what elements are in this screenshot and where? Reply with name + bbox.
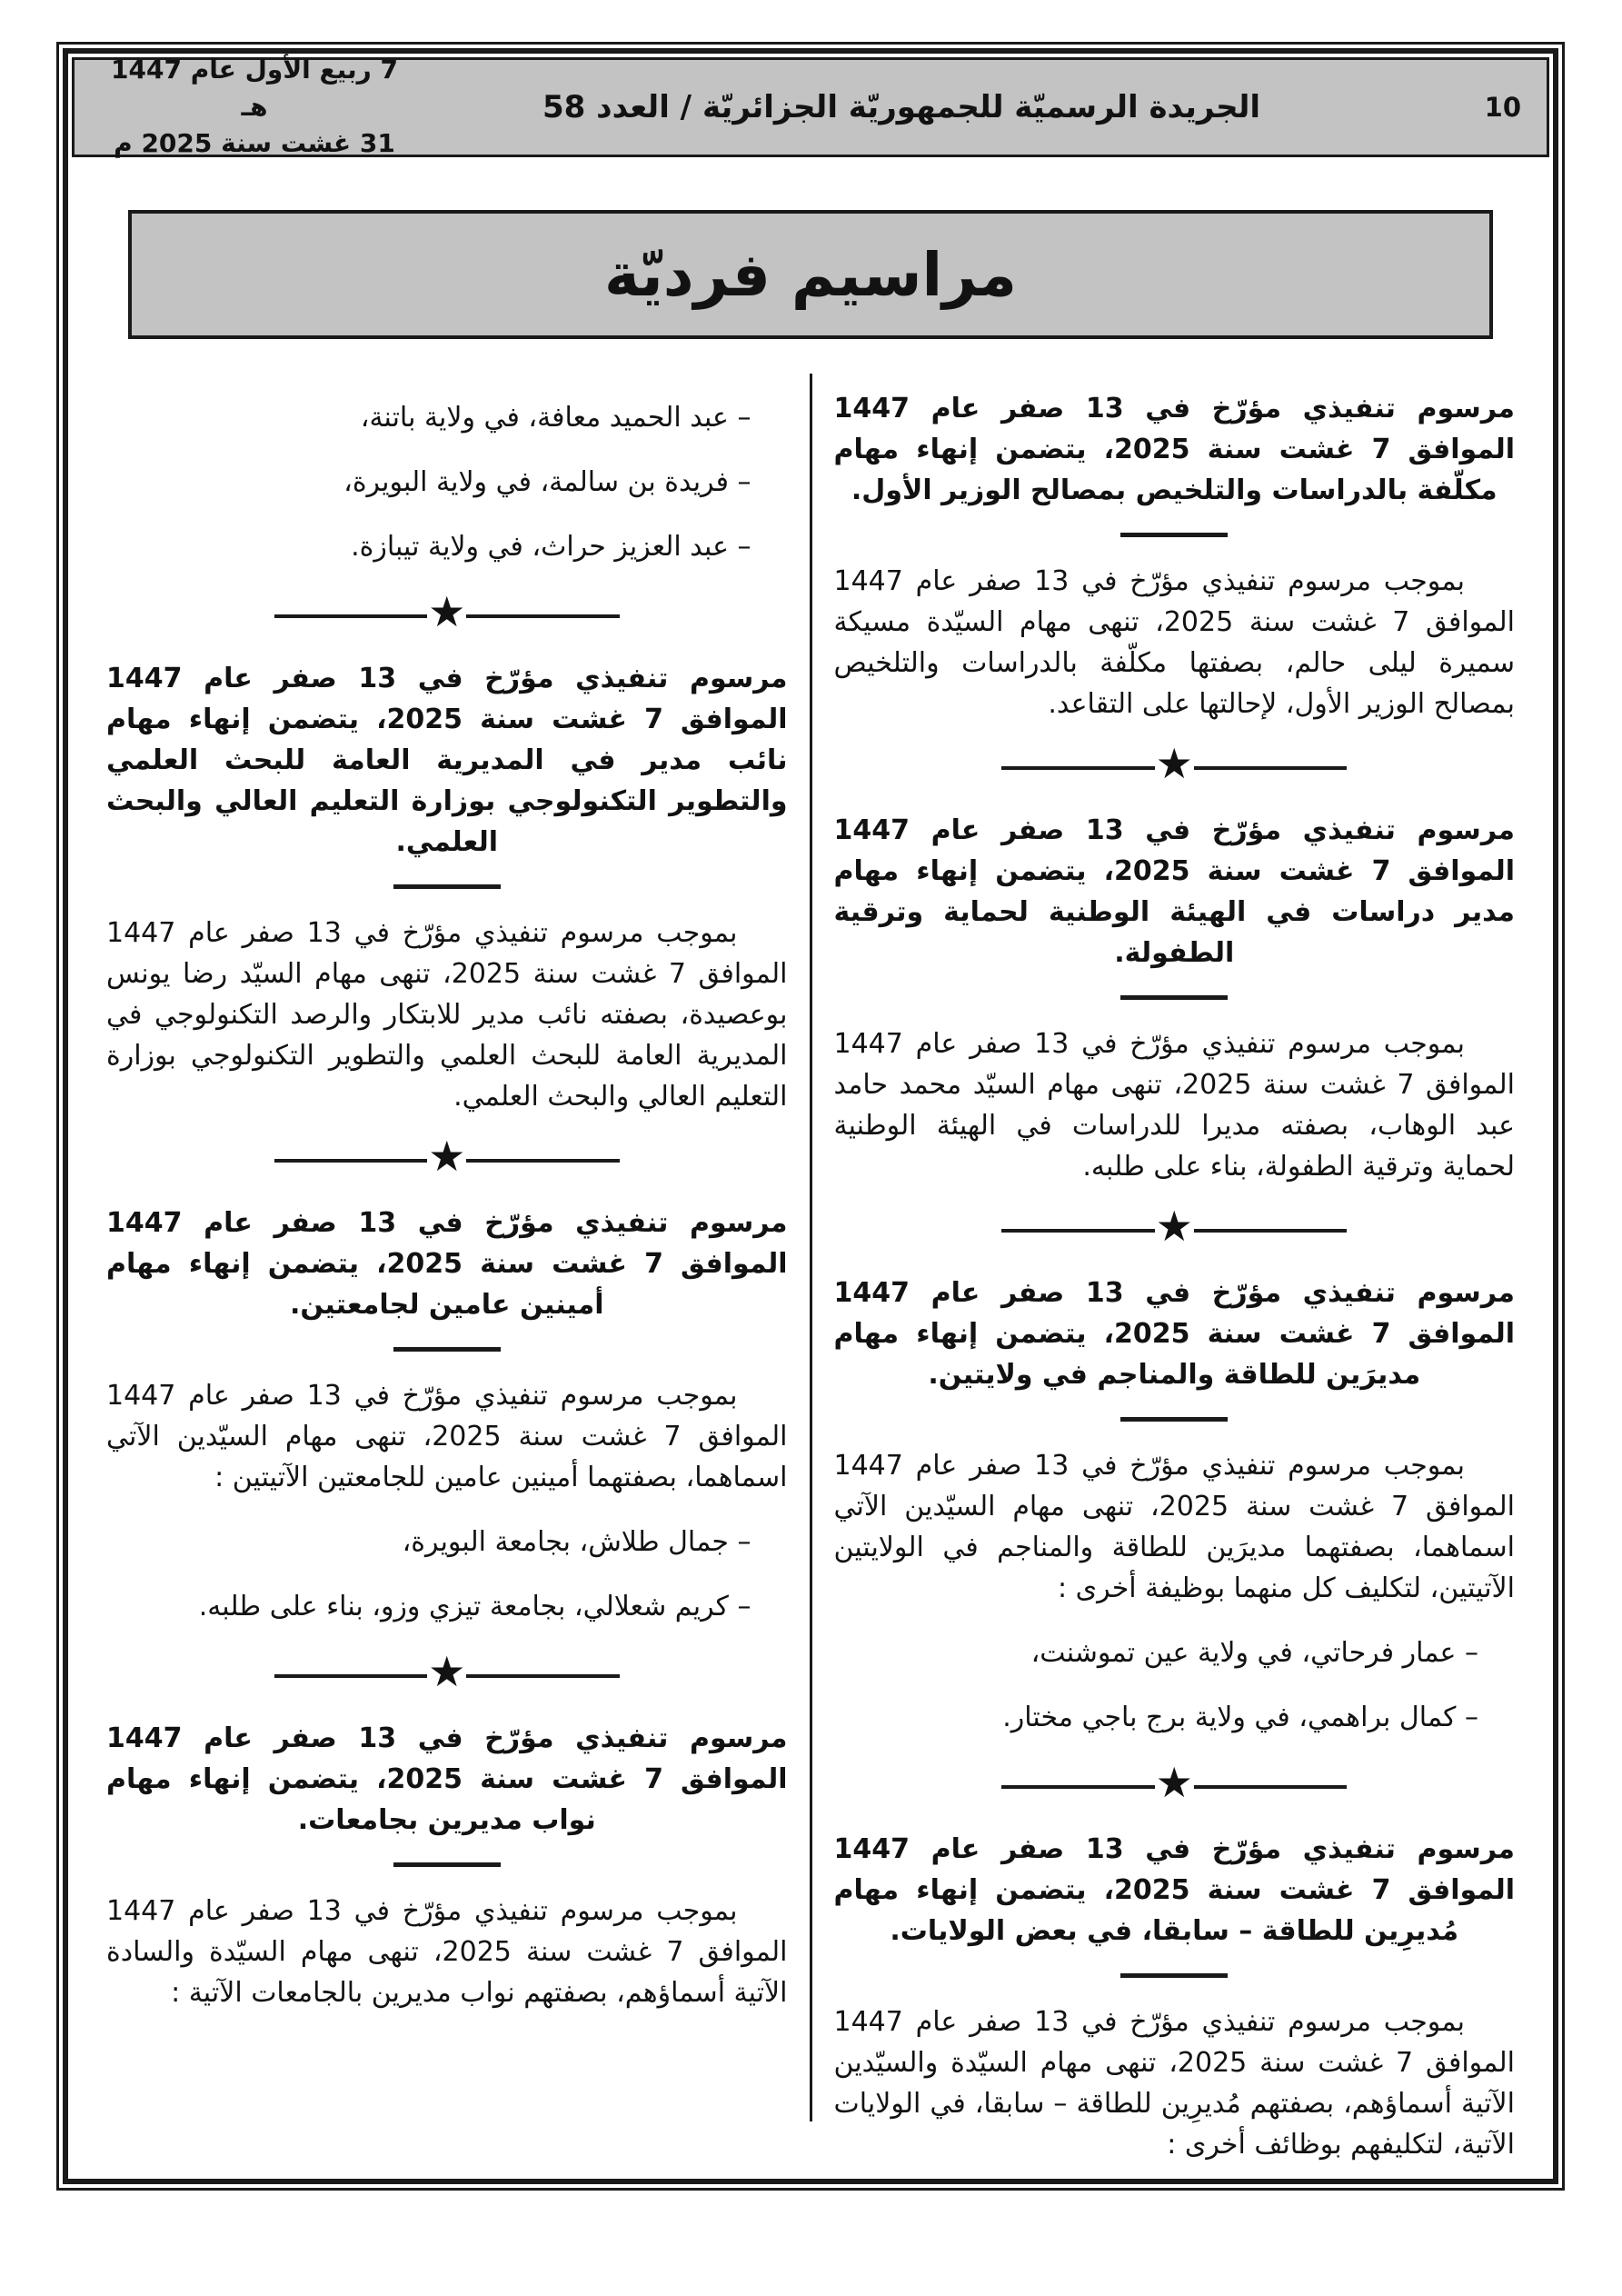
- title-body-divider: [393, 1862, 501, 1867]
- decree-body: بموجب مرسوم تنفيذي مؤرّخ في 13 صفر عام 1447 الموافق 7 غشت سنة 2025، تنهى مهام السيّد محمد حامد عبد الوهاب، بصفته مديرا للدراسات في الهيئة الوطنية لحماية وترقية الطفولة، بناء على طلبه.: [833, 1028, 1516, 1183]
- decree-body: بموجب مرسوم تنفيذي مؤرّخ في 13 صفر عام 1447 الموافق 7 غشت سنة 2025، تنهى مهام السيّدين الآتي اسماهما، بصفتهما أمينين عامين للجامعتين الآتيتين :: [106, 1380, 788, 1493]
- star-separator-icon: ★: [1155, 739, 1193, 788]
- star-separator: [1001, 1758, 1347, 1812]
- title-body-divider: [393, 1347, 501, 1352]
- list-item: – عبد العزيز حراث، في ولاية تيبازة.: [351, 531, 751, 563]
- decree-title: مرسوم تنفيذي مؤرّخ في 13 صفر عام 1447 الموافق 7 غشت سنة 2025، يتضمن إنهاء مهام مكلّفة بالدراسات والتلخيص بمصالح الوزير الأول.: [833, 393, 1515, 506]
- separator-line: [466, 614, 619, 618]
- title-body-divider: [1120, 995, 1228, 1000]
- decree-title: مرسوم تنفيذي مؤرّخ في 13 صفر عام 1447 الموافق 7 غشت سنة 2025، يتضمن إنهاء مهام مدير دراسات في الهيئة الوطنية لحماية وترقية الطفولة.: [833, 814, 1515, 969]
- issue-date: [100, 52, 409, 163]
- journal-title: الجريدة الرسميّة للجمهوريّة الجزائريّة / العدد 58: [542, 89, 1260, 125]
- decree-title: مرسوم تنفيذي مؤرّخ في 13 صفر عام 1447 الموافق 7 غشت سنة 2025، يتضمن إنهاء مهام نواب مديرين بجامعات.: [106, 1722, 788, 1836]
- title-body-divider: [1120, 1417, 1228, 1422]
- page-number: 10: [1484, 92, 1521, 123]
- column-right: [812, 374, 1537, 2165]
- separator-line: [274, 614, 427, 618]
- list-item: – كمال براهمي، في ولاية برج باجي مختار.: [1002, 1702, 1478, 1733]
- separator-line: [1001, 1785, 1154, 1789]
- decree-title: مرسوم تنفيذي مؤرّخ في 13 صفر عام 1447 الموافق 7 غشت سنة 2025، يتضمن إنهاء مهام مديرَين للطاقة والمناجم في ولايتين.: [833, 1277, 1515, 1391]
- decree-body: بموجب مرسوم تنفيذي مؤرّخ في 13 صفر عام 1447 الموافق 7 غشت سنة 2025، تنهى مهام السيّدة مسيكة سميرة ليلى حالم، بصفتها مكلّفة بالدراسات والتلخيص بمصالح الوزير الأول، لإحالتها على التقاعد.: [833, 565, 1515, 720]
- decree-body: بموجب مرسوم تنفيذي مؤرّخ في 13 صفر عام 1447 الموافق 7 غشت سنة 2025، تنهى مهام السيّدة والسادة الآتية أسماؤهم، بصفتهم نواب مديرين بالجامعات الآتية :: [106, 1895, 788, 2009]
- list-item: – جمال طلاش، بجامعة البويرة،: [402, 1526, 751, 1558]
- separator-line: [1194, 766, 1347, 770]
- list-item: – فريدة بن سالمة، في ولاية البويرة،: [343, 466, 751, 498]
- page-header: [72, 57, 1549, 157]
- star-separator: [274, 1132, 620, 1186]
- star-separator-icon: ★: [428, 1132, 466, 1181]
- title-body-divider: [1120, 533, 1228, 537]
- star-separator: [1001, 739, 1347, 794]
- separator-line: [1194, 1229, 1347, 1233]
- star-separator-icon: ★: [428, 1647, 466, 1696]
- section-title-box: [128, 210, 1493, 339]
- title-body-divider: [1120, 1973, 1228, 1978]
- column-left: [85, 374, 810, 2165]
- section-title: مراسيم فرديّة: [603, 239, 1018, 310]
- list-item: – عبد الحميد معافة، في ولاية باتنة،: [360, 402, 751, 434]
- decree-title: مرسوم تنفيذي مؤرّخ في 13 صفر عام 1447 الموافق 7 غشت سنة 2025، يتضمن إنهاء مهام نائب مدير في المديرية العامة للبحث العلمي والتطوير التكنولوجي بوزارة التعليم العالي والبحث العلمي.: [106, 663, 788, 858]
- separator-line: [1194, 1785, 1347, 1789]
- separator-line: [274, 1674, 427, 1678]
- column-divider: [810, 374, 812, 2121]
- title-body-divider: [393, 884, 501, 889]
- star-separator: [274, 587, 620, 642]
- decree-body: بموجب مرسوم تنفيذي مؤرّخ في 13 صفر عام 1447 الموافق 7 غشت سنة 2025، تنهى مهام السيّد رضا يونس بوعصيدة، بصفته نائب مدير للابتكار والرصد التكنولوجي في المديرية العامة للبحث العلمي والتطوير التكنولوجي بوزارة التعليم العالي والبحث العلمي.: [106, 917, 788, 1113]
- page-frame-inner: [63, 48, 1558, 2184]
- issue-date-hijri: 7 ربيع الأول عام 1447 هـ: [111, 55, 398, 122]
- star-separator-icon: ★: [1155, 1758, 1193, 1807]
- separator-line: [466, 1159, 619, 1163]
- decree-title: مرسوم تنفيذي مؤرّخ في 13 صفر عام 1447 الموافق 7 غشت سنة 2025، يتضمن إنهاء مهام أمينين عامين لجامعتين.: [106, 1207, 788, 1321]
- list-item: – كريم شعلالي، بجامعة تيزي وزو، بناء على طلبه.: [198, 1591, 751, 1622]
- decree-title: مرسوم تنفيذي مؤرّخ في 13 صفر عام 1447 الموافق 7 غشت سنة 2025، يتضمن إنهاء مهام مُديرِين للطاقة – سابقا، في بعض الولايات.: [833, 1833, 1515, 1947]
- decree-body: بموجب مرسوم تنفيذي مؤرّخ في 13 صفر عام 1447 الموافق 7 غشت سنة 2025، تنهى مهام السيّدة والسيّدين الآتية أسماؤهم، بصفتهم مُديرِين للطاقة – سابقا، في الولايات الآتية، لتكليفهم بوظائف أخرى :: [833, 2006, 1515, 2161]
- columns-container: [85, 374, 1537, 2165]
- list-item: – عمار فرحاتي، في ولاية عين تموشنت،: [1030, 1637, 1478, 1669]
- separator-line: [1001, 766, 1154, 770]
- star-separator: [1001, 1202, 1347, 1256]
- star-separator: [274, 1647, 620, 1702]
- separator-line: [466, 1674, 619, 1678]
- page-content: [68, 161, 1553, 2179]
- page-frame-outer: [56, 42, 1565, 2191]
- separator-line: [274, 1159, 427, 1163]
- separator-line: [1001, 1229, 1154, 1233]
- star-separator-icon: ★: [1155, 1202, 1193, 1251]
- issue-date-gregorian: 31 غشت سنة 2025 م: [114, 128, 395, 159]
- decree-body: بموجب مرسوم تنفيذي مؤرّخ في 13 صفر عام 1447 الموافق 7 غشت سنة 2025، تنهى مهام السيّدين الآتي اسماهما، بصفتهما مديرَين للطاقة والمناجم في الولايتين الآتيتين، لتكليف كل منهما بوظيفة أخرى :: [833, 1450, 1515, 1604]
- star-separator-icon: ★: [428, 587, 466, 636]
